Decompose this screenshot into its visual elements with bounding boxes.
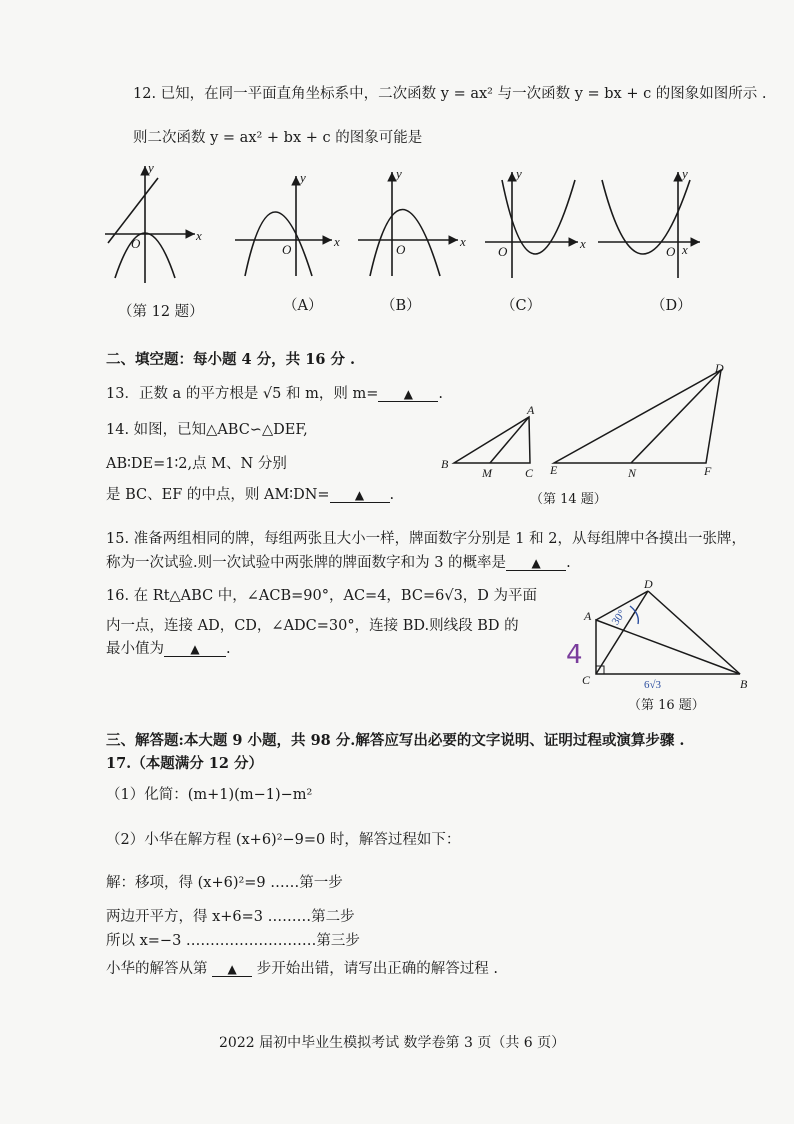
q14-point-c: C bbox=[525, 466, 534, 480]
q12-given-y-label: y bbox=[148, 160, 154, 175]
q14-point-d: D bbox=[715, 362, 724, 375]
q12-given-origin: O bbox=[131, 236, 141, 251]
q14-fig-caption: （第 14 题） bbox=[530, 492, 607, 507]
q16-blank[interactable]: ▲ bbox=[164, 642, 226, 657]
q16-point-b: B bbox=[740, 677, 748, 691]
q14-triangle-abc bbox=[454, 417, 530, 463]
q12-c-x-label: x bbox=[580, 236, 586, 251]
q12-c-y-label: y bbox=[516, 166, 522, 181]
q16-line3-after: . bbox=[226, 641, 231, 657]
q12-b-y-label: y bbox=[396, 166, 402, 181]
q17-part1: （1）化简：(m+1)(m−1)−m² bbox=[106, 787, 313, 803]
q12-given-graph bbox=[105, 166, 195, 283]
q12-c-origin: O bbox=[498, 244, 508, 259]
q14-point-b: B bbox=[441, 457, 449, 471]
q16-point-d: D bbox=[644, 577, 653, 591]
q12-graph-d bbox=[598, 172, 700, 278]
q12-a-x-label: x bbox=[334, 234, 340, 249]
q12-a-y-label: y bbox=[300, 170, 306, 185]
q15-line2 bbox=[106, 551, 571, 572]
q15-line2-after: . bbox=[566, 555, 571, 571]
q14-triangle-def bbox=[554, 370, 721, 463]
q16-line3 bbox=[106, 637, 231, 658]
q12-option-c: （C） bbox=[501, 298, 542, 314]
q12-d-y-label: y bbox=[682, 166, 688, 181]
q15-line2-before: 称为一次试验.则一次试验中两张牌的牌面数字和为 3 的概率是 bbox=[106, 555, 507, 571]
q14-point-f: F bbox=[704, 464, 712, 478]
q16-handwritten-angle: 30° bbox=[609, 607, 629, 628]
q14-line3-after: . bbox=[389, 487, 395, 503]
q12-b-origin: O bbox=[396, 242, 406, 257]
q12-line2: 则二次函数 y = ax² + bx + c 的图象可能是 bbox=[133, 130, 423, 146]
q14-line3-before: 是 BC、EF 的中点，则 AM∶DN= bbox=[106, 487, 330, 503]
q12-graph-c bbox=[485, 172, 578, 278]
q16-point-c: C bbox=[582, 673, 591, 687]
q14-point-e: E bbox=[550, 463, 558, 477]
q17-step2: 两边开平方，得 x+6=3 ………第二步 bbox=[106, 909, 355, 925]
q12-a-origin: O bbox=[282, 242, 292, 257]
q14-point-m: M bbox=[482, 466, 492, 480]
q14-blank[interactable]: ▲ bbox=[330, 488, 390, 503]
q12-graph-a bbox=[235, 176, 332, 276]
q16-segment-dc bbox=[596, 591, 648, 674]
q15-line1: 15. 准备两组相同的牌，每组两张且大小一样，牌面数字分别是 1 和 2，从每组牌中各摸出一张牌， bbox=[106, 531, 746, 547]
q16-line1: 16. 在 Rt△ABC 中，∠ACB=90°，AC=4，BC=6√3，D 为平面 bbox=[106, 588, 538, 604]
q12-given-x-label: x bbox=[196, 228, 202, 243]
q12-graph-b bbox=[358, 172, 458, 276]
page-footer: 2022 届初中毕业生模拟考试 数学卷第 3 页（共 6 页） bbox=[219, 1035, 566, 1051]
q12-option-a: （A） bbox=[283, 298, 323, 314]
q17-blank[interactable]: ▲ bbox=[212, 962, 252, 977]
q14-point-a: A bbox=[527, 403, 535, 417]
q16-segment-db bbox=[648, 591, 740, 674]
q17-title: 17.（本题满分 12 分） bbox=[106, 755, 264, 772]
q16-triangle-acb bbox=[596, 620, 740, 674]
q16-handwritten-side: 4 bbox=[566, 640, 583, 670]
q13-text-before: 13．正数 a 的平方根是 √5 和 m，则 m= bbox=[106, 386, 379, 402]
q13-blank[interactable]: ▲ bbox=[378, 387, 438, 402]
q17-step1: 解：移项，得 (x+6)²=9 ……第一步 bbox=[106, 875, 343, 891]
q12-fig-caption: （第 12 题） bbox=[118, 304, 204, 320]
q16-handwritten-base: 6√3 bbox=[644, 679, 662, 691]
q14-line1: 14. 如图，已知△ABC∽△DEF, bbox=[106, 422, 308, 438]
q16-line3-before: 最小值为 bbox=[106, 641, 164, 657]
q17-ask-before: 小华的解答从第 bbox=[106, 961, 208, 977]
q12-option-b: （B） bbox=[381, 298, 421, 314]
section3-title: 三、解答题:本大题 9 小题，共 98 分.解答应写出必要的文字说明、证明过程或演算步骤 . bbox=[106, 732, 685, 749]
q13-text bbox=[106, 382, 443, 403]
q17-ask bbox=[106, 957, 498, 978]
q16-fig-caption: （第 16 题） bbox=[628, 698, 705, 713]
q14-line3 bbox=[106, 483, 394, 504]
q16-point-a: A bbox=[584, 609, 592, 623]
q13-text-after: . bbox=[438, 386, 443, 402]
q17-ask-after: 步开始出错，请写出正确的解答过程 . bbox=[256, 961, 498, 977]
q12-option-d: （D） bbox=[651, 298, 692, 314]
section2-title: 二、填空题：每小题 4 分，共 16 分 . bbox=[106, 351, 356, 368]
q12-d-x-label: x bbox=[682, 242, 688, 257]
q14-median-am bbox=[490, 417, 529, 463]
q16-line2: 内一点，连接 AD，CD，∠ADC=30°，连接 BD.则线段 BD 的 bbox=[106, 618, 519, 634]
q12-line1: 12. 已知，在同一平面直角坐标系中，二次函数 y = ax² 与一次函数 y = bx + c 的图象如图所示 . bbox=[133, 86, 767, 102]
q12-b-x-label: x bbox=[460, 234, 466, 249]
q16-figure bbox=[560, 576, 760, 692]
q14-point-n: N bbox=[628, 466, 637, 480]
q15-blank[interactable]: ▲ bbox=[506, 556, 566, 571]
q17-step3: 所以 x=−3 ………………………第三步 bbox=[106, 933, 360, 949]
q14-figure bbox=[436, 362, 736, 480]
q12-d-origin: O bbox=[666, 244, 676, 259]
q14-line2: AB∶DE=1∶2,点 M、N 分别 bbox=[106, 456, 287, 472]
q17-part2: （2）小华在解方程 (x+6)²−9=0 时，解答过程如下： bbox=[106, 832, 461, 848]
